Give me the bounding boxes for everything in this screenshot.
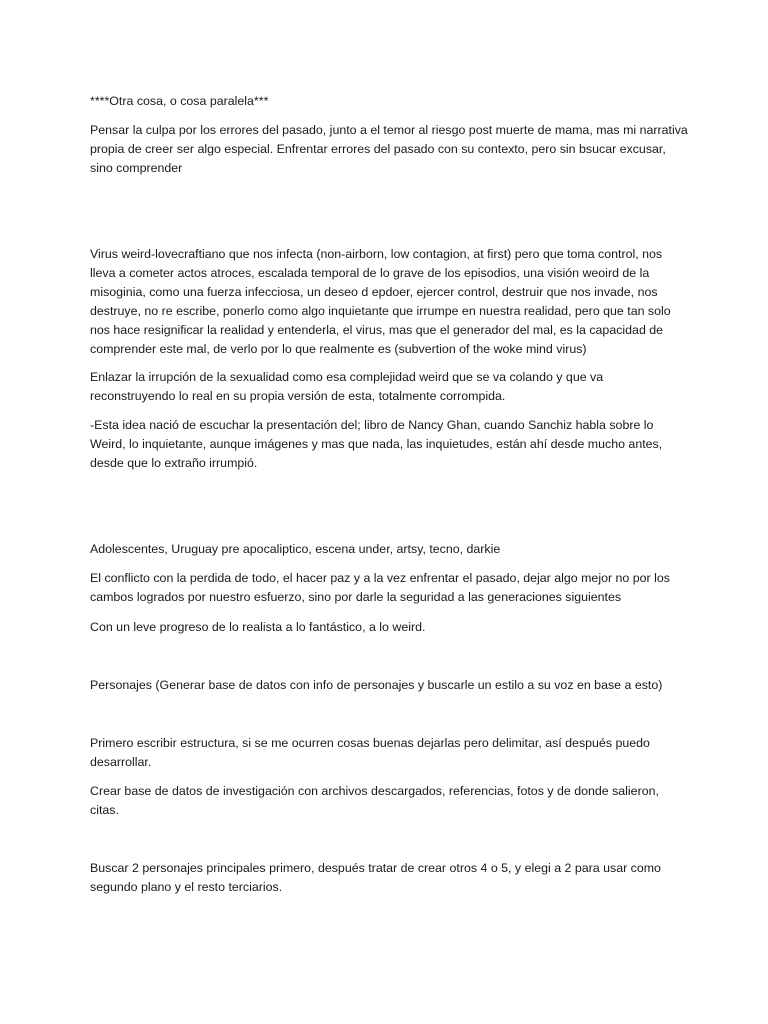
paragraph-personajes: Personajes (Generar base de datos con info de personajes y buscarle un estilo a su voz en base a esto)	[90, 678, 663, 692]
paragraph-base-datos: Crear base de datos de investigación con archivos descargados, referencias, fotos y de donde salieron, citas.	[90, 784, 659, 817]
paragraph-idea-origen: -Esta idea nació de escuchar la presentación del; libro de Nancy Ghan, cuando Sanchiz habla sobre lo Weird, lo inquietante, aunque imágenes y mas que nada, las inquietudes, están ahí desde mucho antes, desde que lo extraño irrumpió.	[90, 418, 663, 470]
paragraph-virus: Virus weird-lovecraftiano que nos infecta (non-airborn, low contagion, at first) pero que toma control, nos lleva a cometer actos atroces, escalada temporal de lo grave de los episodios, una visión weoird de la misoginia, como una fuerza infecciosa, un deseo d epdoer, ejercer control, destruir que nos invade, nos destruye, no re escribe, ponerlo como algo inquietante que irrumpe en nuestra realidad, pero que tan solo nos hace resignificar la realidad y entenderla, el virus, mas que el generador del mal, es la capacidad de comprender este mal, de verlo por lo que realmente es (subvertion of the woke mind virus)	[90, 247, 671, 356]
paragraph-adolescentes: Adolescentes, Uruguay pre apocaliptico, escena under, artsy, tecno, darkie	[90, 542, 501, 556]
paragraph-progreso: Con un leve progreso de lo realista a lo fantástico, a lo weird.	[90, 620, 426, 634]
paragraph-heading: ****Otra cosa, o cosa paralela***	[90, 94, 269, 108]
paragraph-buscar-personajes: Buscar 2 personajes principales primero, después tratar de crear otros 4 o 5, y elegi a 2 para usar como segundo plano y el resto terciarios.	[90, 861, 661, 894]
paragraph-sexualidad: Enlazar la irrupción de la sexualidad como esa complejidad weird que se va colando y que va reconstruyendo lo real en su propia versión de esta, totalmente corrompida.	[90, 370, 604, 403]
paragraph-culpa: Pensar la culpa por los errores del pasado, junto a el temor al riesgo post muerte de mama, mas mi narrativa propia de creer ser algo especial. Enfrentar errores del pasado con su contexto, pero sin bsucar excusar, sino comprender	[90, 123, 688, 175]
paragraph-estructura: Primero escribir estructura, si se me ocurren cosas buenas dejarlas pero delimitar, así después puedo desarrollar.	[90, 736, 650, 769]
paragraph-conflicto: El conflicto con la perdida de todo, el hacer paz y a la vez enfrentar el pasado, dejar algo mejor no por los cambos logrados por nuestro esfuerzo, sino por darle la seguridad a las generaciones siguientes	[90, 571, 670, 604]
